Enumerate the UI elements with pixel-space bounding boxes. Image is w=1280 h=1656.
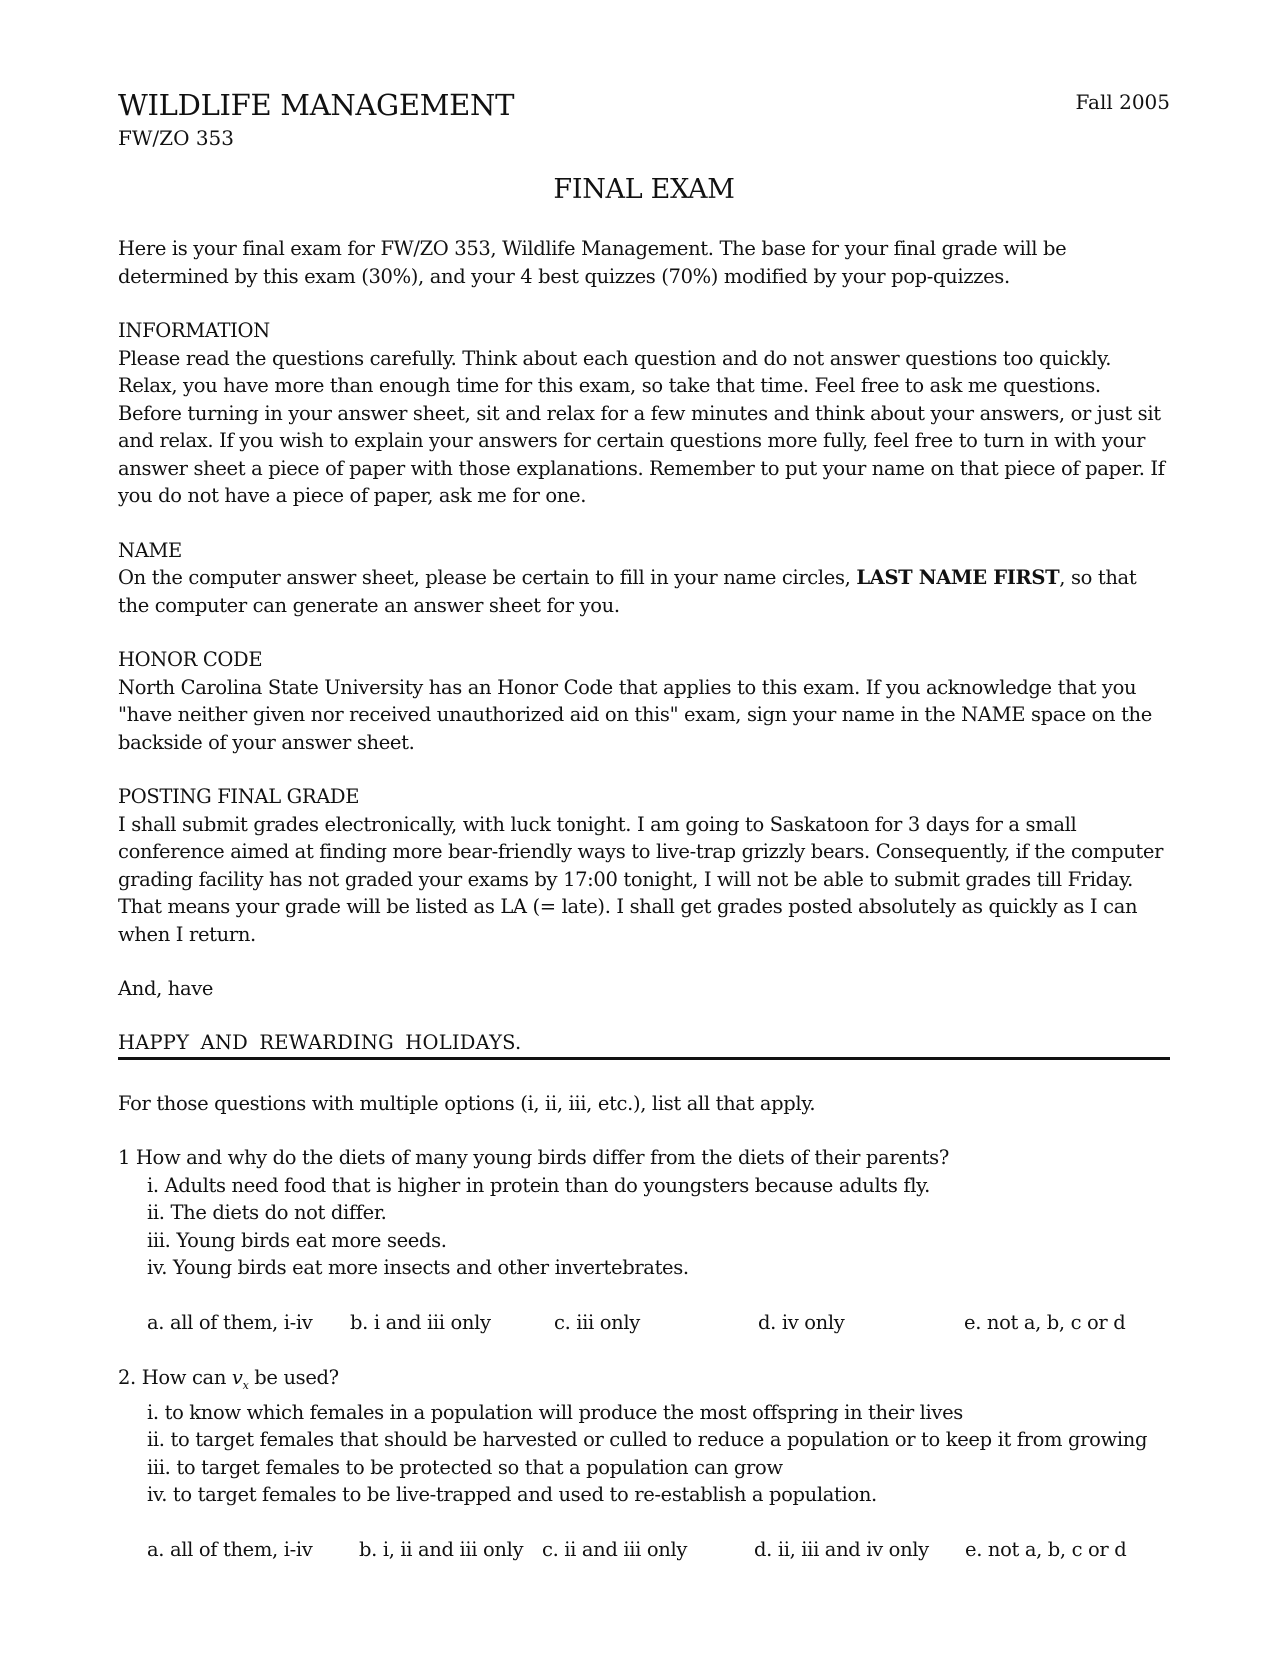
- honor-code-section: [118, 646, 1170, 756]
- intro-paragraph: Here is your final exam for FW/ZO 353, Wildlife Management. The base for your final grade will be determined by this exam (30%), and your 4 best quizzes (70%) modified by your pop-quizzes.: [118, 237, 1067, 288]
- exam-title: FINAL EXAM: [553, 174, 735, 205]
- answer-choice-e: e. not a, b, c or d: [964, 1310, 1126, 1334]
- question-prompt: 1 How and why do the diets of many young birds differ from the diets of their parents?: [118, 1146, 949, 1169]
- answer-choice-b: b. i, ii and iii only: [359, 1537, 524, 1561]
- posting-grade-section: [118, 783, 1170, 948]
- answer-choice-b: b. i and iii only: [350, 1310, 491, 1334]
- posting-grade-heading: POSTING FINAL GRADE: [118, 785, 360, 808]
- answer-choice-d: d. iv only: [758, 1310, 845, 1334]
- closing-line: And, have: [118, 977, 214, 1000]
- answer-choice-a: a. all of them, i-iv: [147, 1310, 313, 1334]
- holidays-banner: HAPPY AND REWARDING HOLIDAYS.: [118, 1030, 1170, 1060]
- course-title: WILDLIFE MANAGEMENT: [118, 88, 515, 122]
- question-1: [118, 1144, 1170, 1337]
- question-prompt-start: 2. How can: [118, 1365, 232, 1389]
- question-option: ii. The diets do not differ.: [147, 1201, 387, 1224]
- instructions-text: For those questions with multiple options (i, ii, iii, etc.), list all that apply.: [118, 1091, 816, 1115]
- document-header: [118, 88, 1170, 154]
- information-heading: INFORMATION: [118, 319, 270, 342]
- honor-code-text: North Carolina State University has an Honor Code that applies to this exam. If you acknowledge that you "have neither given nor received unauthorized aid on this" exam, sign your name in the NAME space on the backside of your answer sheet.: [118, 675, 1152, 754]
- reproductive-value-symbol: v: [231, 1365, 243, 1389]
- term-label: Fall 2005: [1075, 90, 1170, 114]
- question-prompt: [118, 1364, 1170, 1399]
- posting-grade-text: I shall submit grades electronically, with luck tonight. I am going to Saskatoon for 3 days for a small conference aimed at finding more bear-friendly ways to live-trap grizzly bears. Consequently, if the computer grading facility has not graded your exams by 17:00 tonight, I will not be able to submit grades till Friday. That means your grade will be listed as LA (= late). I shall get grades posted absolutely as quickly as I can when I return.: [118, 812, 1164, 946]
- name-heading: NAME: [118, 538, 182, 562]
- course-code: FW/ZO 353: [118, 126, 234, 150]
- name-text-before: On the computer answer sheet, please be certain to fill in your name circles,: [118, 566, 857, 589]
- question-option: iv. Young birds eat more insects and other invertebrates.: [147, 1256, 689, 1279]
- question-option: iii. to target females to be protected so that a population can grow: [147, 1455, 783, 1479]
- answer-choice-c: c. iii only: [554, 1310, 640, 1334]
- name-text-after: , so that the computer can generate an answer sheet for you.: [118, 566, 1137, 617]
- question-option: iii. Young birds eat more seeds.: [147, 1228, 447, 1252]
- honor-code-heading: HONOR CODE: [118, 648, 263, 671]
- reproductive-value-subscript: x: [242, 1378, 249, 1392]
- answer-choice-e: e. not a, b, c or d: [965, 1537, 1127, 1561]
- name-text-emphasis: LAST NAME FIRST: [856, 566, 1060, 589]
- answer-choice-a: a. all of them, i-iv: [147, 1537, 313, 1561]
- question-option: ii. to target females that should be harvested or culled to reduce a population or to keep it from growing: [147, 1428, 1148, 1452]
- question-option: i. Adults need food that is higher in protein than do youngsters because adults fly.: [147, 1173, 931, 1197]
- answer-choice-d: d. ii, iii and iv only: [754, 1537, 929, 1561]
- answer-choices: [118, 1309, 1170, 1337]
- question-2: [118, 1364, 1170, 1564]
- exam-page: [118, 88, 1170, 1564]
- name-section: [118, 537, 1170, 620]
- question-option: i. to know which females in a population will produce the most offspring in their lives: [147, 1400, 963, 1424]
- information-section: [118, 317, 1170, 510]
- question-prompt-end: be used?: [248, 1365, 339, 1389]
- name-text: [118, 564, 1170, 619]
- information-text: Please read the questions carefully. Think about each question and do not answer questions too quickly. Relax, you have more than enough time for this exam, so take that time. Feel free to ask me questions. Before turning in your answer sheet, sit and relax for a few minutes and think about your answers, or just sit and relax. If you wish to explain your answers for certain questions more fully, feel free to turn in with your answer sheet a piece of paper with those explanations. Remember to put your name on that piece of paper. If you do not have a piece of paper, ask me for one.: [118, 346, 1165, 507]
- question-option: iv. to target females to be live-trapped and used to re-establish a population.: [147, 1483, 877, 1507]
- answer-choices: [118, 1536, 1170, 1564]
- answer-choice-c: c. ii and iii only: [542, 1537, 688, 1561]
